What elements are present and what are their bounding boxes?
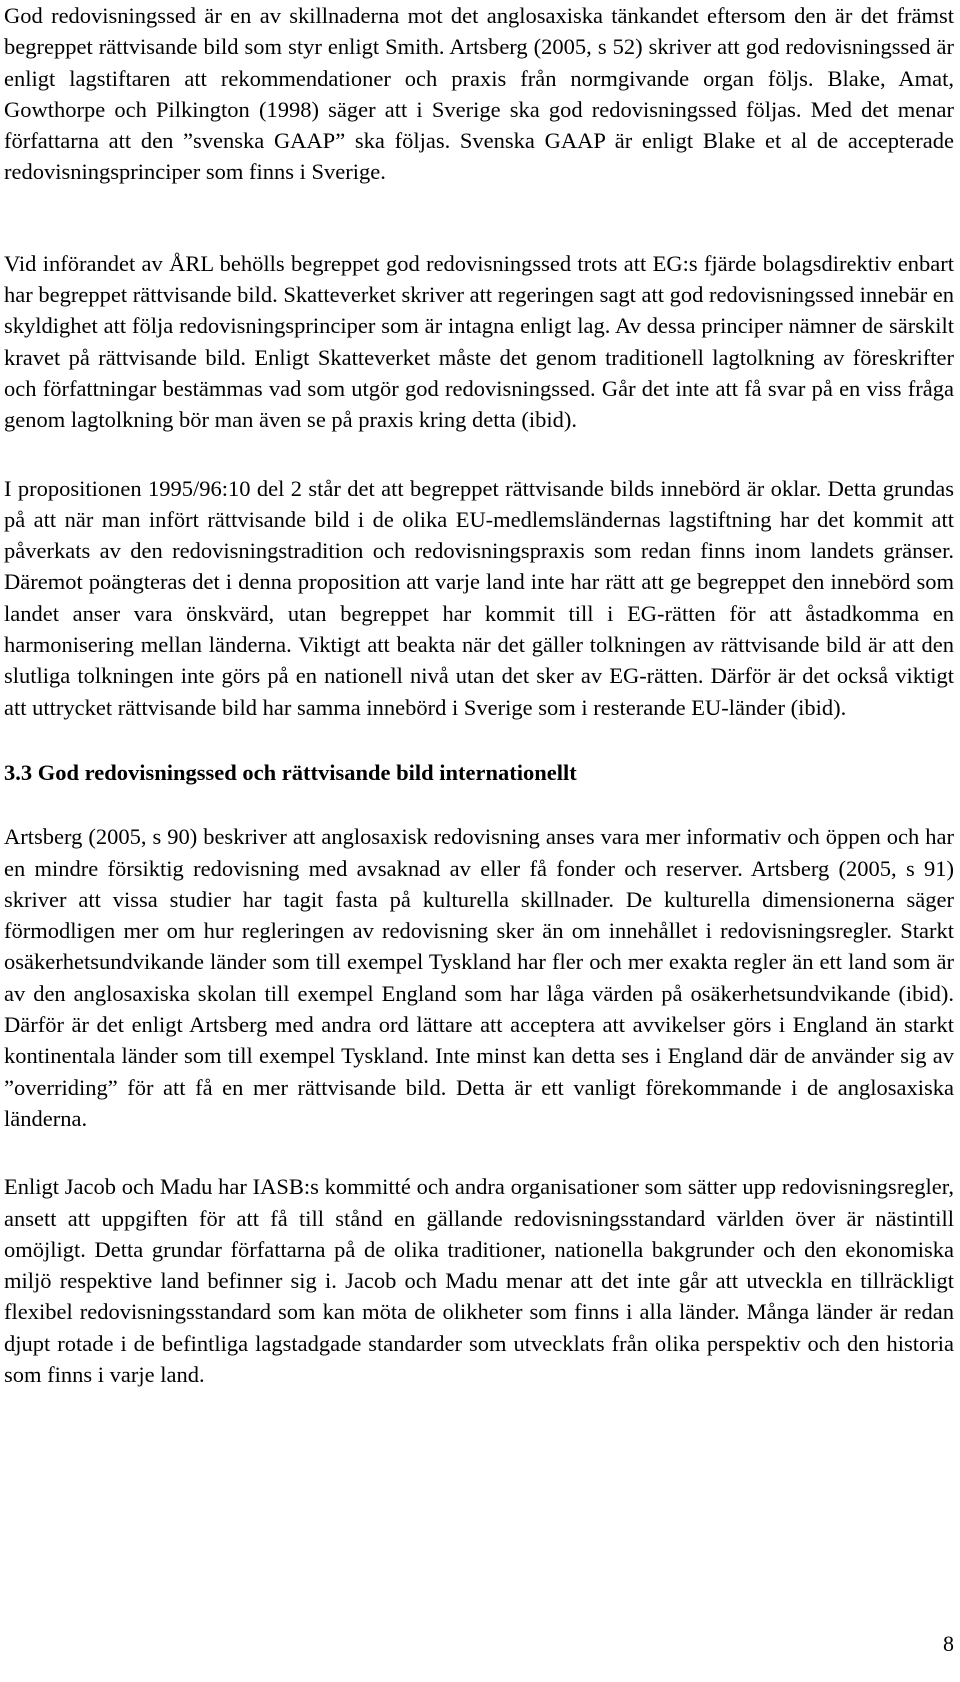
page-content bbox=[4, 0, 954, 1390]
paragraph-arl-införandet: Vid införandet av ÅRL behölls begreppet god redovisningssed trots att EG:s fjärde bolagsdirektiv enbart har begreppet rättvisande bild. Skatteverket skriver att regeringen sagt att god redovisningssed innebär en skyldighet att följa redovisningsprinciper som är intagna enligt lag. Av dessa principer nämner de särskilt kravet på rättvisande bild. Enligt Skatteverket måste det genom traditionell lagtolkning av föreskrifter och författningar bestämmas vad som utgör god redovisningssed. Går det inte att få svar på en viss fråga genom lagtolkning bör man även se på praxis kring detta (ibid). bbox=[4, 250, 954, 433]
paragraph-propositionen: I propositionen 1995/96:10 del 2 står det att begreppet rättvisande bilds innebörd är oklar. Detta grundas på att när man infört rättvisande bild i de olika EU-medlemsländernas lagstiftning har det kommit att påverkats av den redovisningstradition och redovisningspraxis som redan finns inom landets gränser. Däremot poängteras det i denna proposition att varje land inte har rätt att ge begreppet den innebörd som landet anser vara önskvärd, utan begreppet har kommit till i EG-rätten för att åstadkomma en harmonisering mellan länderna. Viktigt att beakta när det gäller tolkningen av rättvisande bild är att den slutliga tolkningen inte görs på en nationell nivå utan det sker av EG-rätten. Därför är det också viktigt att uttrycket rättvisande bild har samma innebörd i Sverige som i resterande EU-länder (ibid). bbox=[4, 475, 954, 720]
paragraph-god-redovisningssed: God redovisningssed är en av skillnaderna mot det anglosaxiska tänkandet eftersom den är det främst begreppet rättvisande bild som styr enligt Smith. Artsberg (2005, s 52) skriver att god redovisningssed är enligt lagstiftaren att rekommendationer och praxis från normgivande organ följs. Blake, Amat, Gowthorpe och Pilkington (1998) säger att i Sverige ska god redovisningssed följas. Med det menar författarna att den ”svenska GAAP” ska följas. Svenska GAAP är enligt Blake et al de accepterade redovisningsprinciper som finns i Sverige. bbox=[4, 3, 954, 185]
paragraph-artsberg: Artsberg (2005, s 90) beskriver att anglosaxisk redovisning anses vara mer informativ och öppen och har en mindre försiktig redovisning med avsaknad av eller få fonder och reserver. Artsberg (2005, s 91) skriver att vissa studier har tagit fasta på kulturella skillnader. De kulturella dimensionerna säger förmodligen mer om hur regleringen av redovisning sker än om innehållet i redovisningsregler. Starkt osäkerhetsundvikande länder som till exempel Tyskland har fler och mer exakta regler än ett land som är av den anglosaxiska skolan till exempel England som har låga värden på osäkerhetsundvikande (ibid). Därför är det enligt Artsberg med andra ord lättare att acceptera att avvikelser görs i England än starkt kontinentala länder som till exempel Tyskland. Inte minst kan detta ses i England där de använder sig av ”overriding” för att få en mer rättvisande bild. Detta är ett vanligt förekommande i de anglosaxiska länderna. bbox=[4, 824, 954, 1131]
page-number: 8 bbox=[943, 1631, 954, 1656]
paragraph-jacob-madu: Enligt Jacob och Madu har IASB:s kommitté och andra organisationer som sätter upp redovisningsregler, ansett att uppgiften för att få till stånd en gällande redovisningsstandard världen över är nästintill omöjligt. Detta grundar författarna på de olika traditioner, nationella bakgrunder och den ekonomiska miljö respektive land befinner sig i. Jacob och Madu menar att det inte går att utveckla en tillräckligt flexibel redovisningsstandard som kan möta de olikheter som finns i alla länder. Många länder är redan djupt rotade i de befintliga lagstadgade standarder som utvecklats från olika perspektiv och den historia som finns i varje land. bbox=[4, 1174, 954, 1387]
section-heading: 3.3 God redovisningssed och rättvisande bild internationellt bbox=[4, 759, 577, 785]
